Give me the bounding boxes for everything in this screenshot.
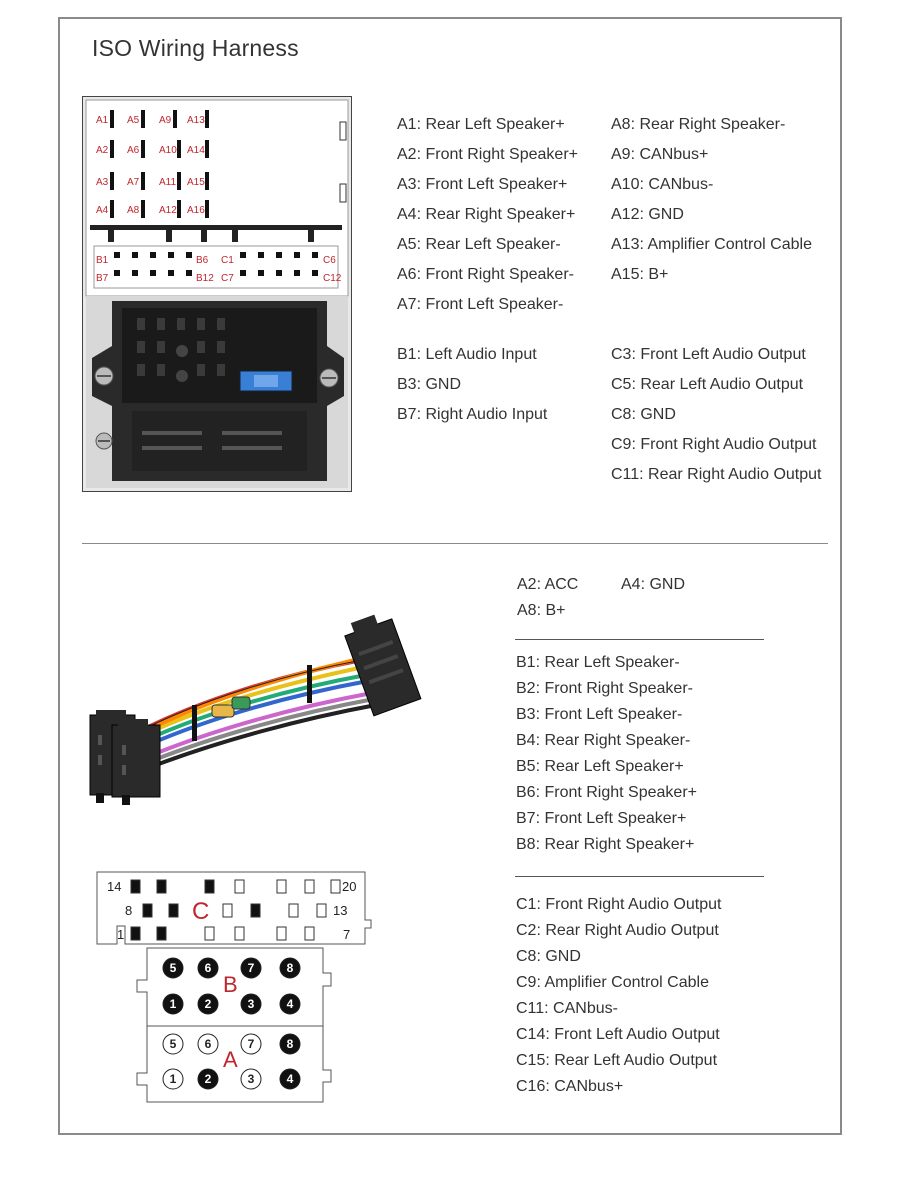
c-block-pin	[235, 880, 244, 893]
list-item: B1: Left Audio Input	[397, 346, 537, 363]
list-item: C8: GND	[516, 948, 581, 965]
c-block-pin	[143, 904, 152, 917]
a-pin-slot	[110, 200, 114, 218]
a-pin-number: 3	[247, 1072, 255, 1086]
top-c-list	[611, 340, 822, 490]
a-pin-slot	[205, 140, 209, 158]
list-item: B5: Rear Left Speaker+	[516, 758, 684, 775]
a-pin-slot	[173, 110, 177, 128]
c-pin	[240, 252, 246, 258]
a-pin-label: A4	[96, 205, 109, 216]
list-item: C16: CANbus+	[516, 1078, 624, 1095]
c-block-pin	[205, 880, 214, 893]
b-pin-number: 7	[247, 961, 255, 975]
a-pin-slot	[205, 200, 209, 218]
a-pin-label: A10	[159, 145, 177, 156]
c-pin	[258, 252, 264, 258]
b-pin	[114, 270, 120, 276]
b-pin-number: 2	[204, 997, 212, 1011]
c-num-8: 8	[125, 903, 133, 918]
c-block-pin	[277, 927, 286, 940]
c-top-end: C6	[323, 255, 336, 266]
list-item: B6: Front Right Speaker+	[516, 784, 697, 801]
a-pin-number: 8	[286, 1037, 294, 1051]
top-a-right-list	[611, 110, 812, 290]
harness-cable-illustration	[82, 605, 422, 810]
list-item: C15: Rear Left Audio Output	[516, 1052, 718, 1069]
a-pin-label: A14	[187, 145, 205, 156]
b-pin-number: 3	[247, 997, 255, 1011]
list-item: C1: Front Right Audio Output	[516, 896, 722, 913]
list-item: A3: Front Left Speaker+	[397, 176, 568, 193]
a-pin-number: 2	[204, 1072, 212, 1086]
b-top-start: B1	[96, 255, 109, 266]
a-pin-label: A6	[127, 145, 140, 156]
list-item: C3: Front Left Audio Output	[611, 346, 806, 363]
list-item: B3: Front Left Speaker-	[516, 706, 683, 723]
c-pin	[276, 270, 282, 276]
b-pin	[114, 252, 120, 258]
list-item: A4: Rear Right Speaker+	[397, 206, 576, 223]
b-top-end: B6	[196, 255, 209, 266]
top-b-list	[397, 340, 547, 430]
a-pin-number: 4	[286, 1072, 294, 1086]
c-bottom-start: C7	[221, 273, 234, 284]
list-item: B1: Rear Left Speaker-	[516, 654, 680, 671]
list-item: C5: Rear Left Audio Output	[611, 376, 804, 393]
list-item: A2: Front Right Speaker+	[397, 146, 578, 163]
list-item: A4: GND	[621, 576, 686, 593]
a-pin-label: A16	[187, 205, 205, 216]
a-pin-label: A2	[96, 145, 109, 156]
list-item: B7: Right Audio Input	[397, 406, 548, 423]
a-pin-label: A13	[187, 115, 205, 126]
b-pin	[150, 270, 156, 276]
c-block-pin	[235, 927, 244, 940]
a-pin-slot	[141, 200, 145, 218]
c-block-pin	[289, 904, 298, 917]
c-num-20: 20	[342, 879, 357, 894]
c-block-pin	[157, 880, 166, 893]
c-block-pin	[305, 927, 314, 940]
c-block-pin	[223, 904, 232, 917]
a-pin-label: A5	[127, 115, 140, 126]
a-pin-slot	[110, 172, 114, 190]
b-pin	[168, 270, 174, 276]
iso-connector-diagram	[82, 96, 352, 492]
list-item: A1: Rear Left Speaker+	[397, 116, 565, 133]
page-title: ISO Wiring Harness	[92, 35, 299, 61]
b-pin	[132, 252, 138, 258]
list-item: A12: GND	[611, 206, 684, 223]
c-block-pin	[169, 904, 178, 917]
a-pin-label: A12	[159, 205, 177, 216]
b-pin	[150, 252, 156, 258]
b-bottom-end: B12	[196, 273, 214, 284]
b-pin-number: 4	[286, 997, 294, 1011]
c-num-1: 1	[117, 927, 125, 942]
c-pin	[276, 252, 282, 258]
a-pin-slot	[177, 200, 181, 218]
list-item: B4: Rear Right Speaker-	[516, 732, 691, 749]
c-top-start: C1	[221, 255, 234, 266]
list-item: A6: Front Right Speaker-	[397, 266, 574, 283]
c-pin	[240, 270, 246, 276]
a-pin-slot	[205, 110, 209, 128]
list-item: C14: Front Left Audio Output	[516, 1026, 720, 1043]
bottom-b-list	[516, 650, 697, 858]
c-num-13: 13	[333, 903, 348, 918]
c-block-pin	[157, 927, 166, 940]
list-rule-2	[515, 876, 764, 877]
c-pin	[312, 270, 318, 276]
a-pin-label: A7	[127, 177, 140, 188]
c-pin	[258, 270, 264, 276]
list-item: A13: Amplifier Control Cable	[611, 236, 812, 253]
a-pin-label: A15	[187, 177, 205, 188]
c-pin	[294, 270, 300, 276]
a-pin-slot	[141, 110, 145, 128]
b-pin	[168, 252, 174, 258]
a-pin-slot	[177, 140, 181, 158]
c-num-14: 14	[107, 879, 122, 894]
a-pin-label: A8	[127, 205, 140, 216]
c-pin	[312, 252, 318, 258]
c-block-pin	[331, 880, 340, 893]
list-item: C9: Amplifier Control Cable	[516, 974, 709, 991]
list-item: C11: Rear Right Audio Output	[611, 466, 822, 483]
bottom-a-list	[517, 572, 777, 624]
b-pin-number: 1	[169, 997, 177, 1011]
list-item: B8: Rear Right Speaker+	[516, 836, 695, 853]
c-block-pin	[131, 927, 140, 940]
b-pin	[132, 270, 138, 276]
list-item: A5: Rear Left Speaker-	[397, 236, 561, 253]
section-divider	[82, 543, 828, 544]
list-item: A2: ACC	[517, 576, 579, 593]
a-pin-number: 1	[169, 1072, 177, 1086]
list-item: A10: CANbus-	[611, 176, 714, 193]
list-item: C11: CANbus-	[516, 1000, 618, 1017]
top-a-left-list	[397, 110, 578, 320]
a-pin-label: A11	[159, 177, 177, 188]
b-block-letter: B	[223, 972, 238, 997]
list-item: A9: CANbus+	[611, 146, 709, 163]
b-pin-number: 8	[286, 961, 294, 975]
list-item: C9: Front Right Audio Output	[611, 436, 817, 453]
c-pin	[294, 252, 300, 258]
b-pin	[186, 270, 192, 276]
c-block-letter: C	[192, 898, 210, 925]
a-pin-number: 6	[204, 1037, 212, 1051]
a-pin-slot	[110, 140, 114, 158]
a-pin-label: A9	[159, 115, 172, 126]
c-block-pin	[131, 880, 140, 893]
list-item: A7: Front Left Speaker-	[397, 296, 564, 313]
pinout-diagram	[95, 870, 385, 1106]
list-item: C8: GND	[611, 406, 676, 423]
c-num-7: 7	[343, 927, 351, 942]
c-block-pin	[251, 904, 260, 917]
c-block-pin	[317, 904, 326, 917]
a-pin-slot	[141, 140, 145, 158]
c-block-pin	[305, 880, 314, 893]
a-pin-slot	[177, 172, 181, 190]
b-pin-number: 6	[204, 961, 212, 975]
a-block-letter: A	[223, 1047, 238, 1072]
list-item: A8: B+	[517, 602, 566, 619]
list-item: B3: GND	[397, 376, 462, 393]
b-pin	[186, 252, 192, 258]
bottom-c-list	[516, 892, 721, 1100]
c-bottom-end: C12	[323, 273, 342, 284]
c-block-pin	[277, 880, 286, 893]
list-item: A8: Rear Right Speaker-	[611, 116, 786, 133]
c-block-pin	[205, 927, 214, 940]
b-bottom-start: B7	[96, 273, 109, 284]
a-pin-label: A1	[96, 115, 109, 126]
a-pin-slot	[141, 172, 145, 190]
a-pin-label: A3	[96, 177, 109, 188]
list-item: B2: Front Right Speaker-	[516, 680, 693, 697]
b-pin-number: 5	[169, 961, 177, 975]
list-rule-1	[515, 639, 764, 640]
a-pin-slot	[110, 110, 114, 128]
list-item: A15: B+	[611, 266, 669, 283]
a-pin-number: 5	[169, 1037, 177, 1051]
a-pin-number: 7	[247, 1037, 255, 1051]
list-item: B7: Front Left Speaker+	[516, 810, 687, 827]
a-pin-slot	[205, 172, 209, 190]
list-item: C2: Rear Right Audio Output	[516, 922, 719, 939]
